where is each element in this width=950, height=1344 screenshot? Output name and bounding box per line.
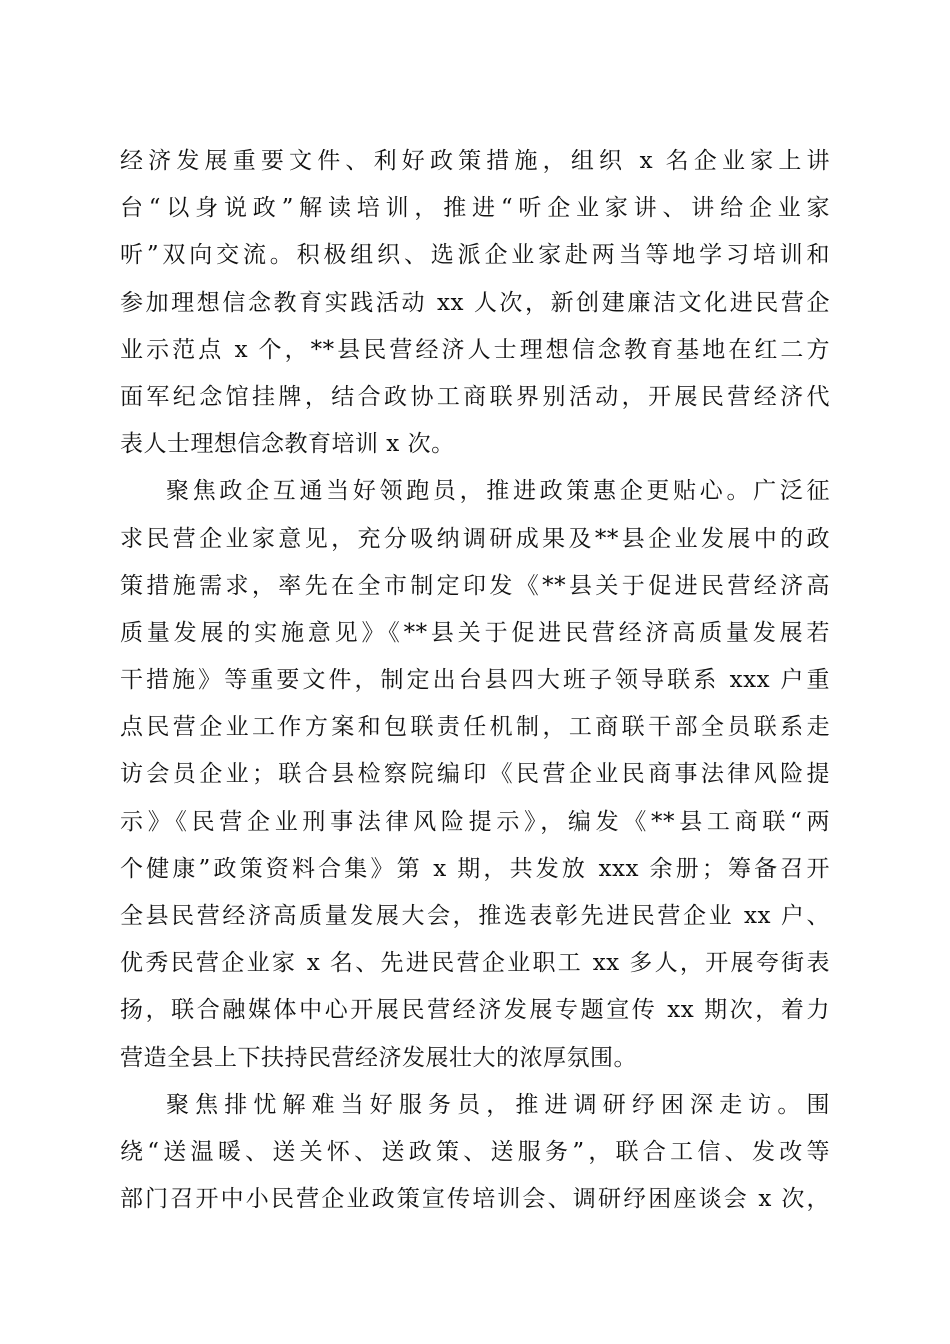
text-line: 聚焦政企互通当好领跑员，推进政策惠企更贴心。广泛征 (166, 478, 830, 505)
document-body (120, 138, 830, 1223)
text-line: 优秀民营企业家 x 名、先进民营企业职工 xx 多人，开展夸街表 (120, 950, 830, 977)
text-line: 质量发展的实施意见》《**县关于促进民营经济高质量发展若 (120, 619, 830, 646)
paragraph-1 (120, 138, 830, 468)
text-line: 业示范点 x 个，**县民营经济人士理想信念教育基地在红二方 (120, 336, 830, 363)
text-line: 扬，联合融媒体中心开展民营经济发展专题宣传 xx 期次，着力 (120, 997, 830, 1024)
paragraph-3 (120, 1082, 830, 1224)
text-line: 个健康”政策资料合集》第 x 期，共发放 xxx 余册；筹备召开 (120, 855, 830, 882)
text-line: 全县民营经济高质量发展大会，推选表彰先进民营企业 xx 户、 (120, 903, 830, 929)
text-line: 点民营企业工作方案和包联责任机制，工商联干部全员联系走 (120, 714, 830, 741)
text-line: 参加理想信念教育实践活动 xx 人次，新创建廉洁文化进民营企 (120, 289, 830, 316)
text-line: 面军纪念馆挂牌，结合政协工商联界别活动，开展民营经济代 (120, 383, 830, 410)
text-line: 绕“送温暖、送关怀、送政策、送服务”，联合工信、发改等 (120, 1138, 830, 1165)
text-line: 部门召开中小民营企业政策宣传培训会、调研纾困座谈会 x 次， (120, 1186, 830, 1213)
text-line: 聚焦排忧解难当好服务员，推进调研纾困深走访。围 (166, 1091, 830, 1118)
text-line: 访会员企业；联合县检察院编印《民营企业民商事法律风险提 (120, 761, 830, 788)
text-line: 求民营企业家意见，充分吸纳调研成果及**县企业发展中的政 (120, 525, 830, 552)
paragraph-2 (120, 468, 830, 1081)
text-line: 表人士理想信念教育培训 x 次。 (120, 431, 455, 458)
text-line: 营造全县上下扶持民营经济发展壮大的浓厚氛围。 (120, 1044, 637, 1071)
text-line: 台“以身说政”解读培训，推进“听企业家讲、讲给企业家 (120, 195, 830, 222)
text-line: 干措施》等重要文件，制定出台县四大班子领导联系 xxx 户重 (120, 667, 830, 694)
text-line: 听”双向交流。积极组织、选派企业家赴两当等地学习培训和 (120, 242, 830, 269)
text-line: 示》《民营企业刑事法律风险提示》，编发《**县工商联“两 (120, 808, 830, 835)
text-line: 策措施需求，率先在全市制定印发《**县关于促进民营经济高 (120, 572, 830, 599)
text-line: 经济发展重要文件、利好政策措施，组织 x 名企业家上讲 (120, 148, 830, 174)
